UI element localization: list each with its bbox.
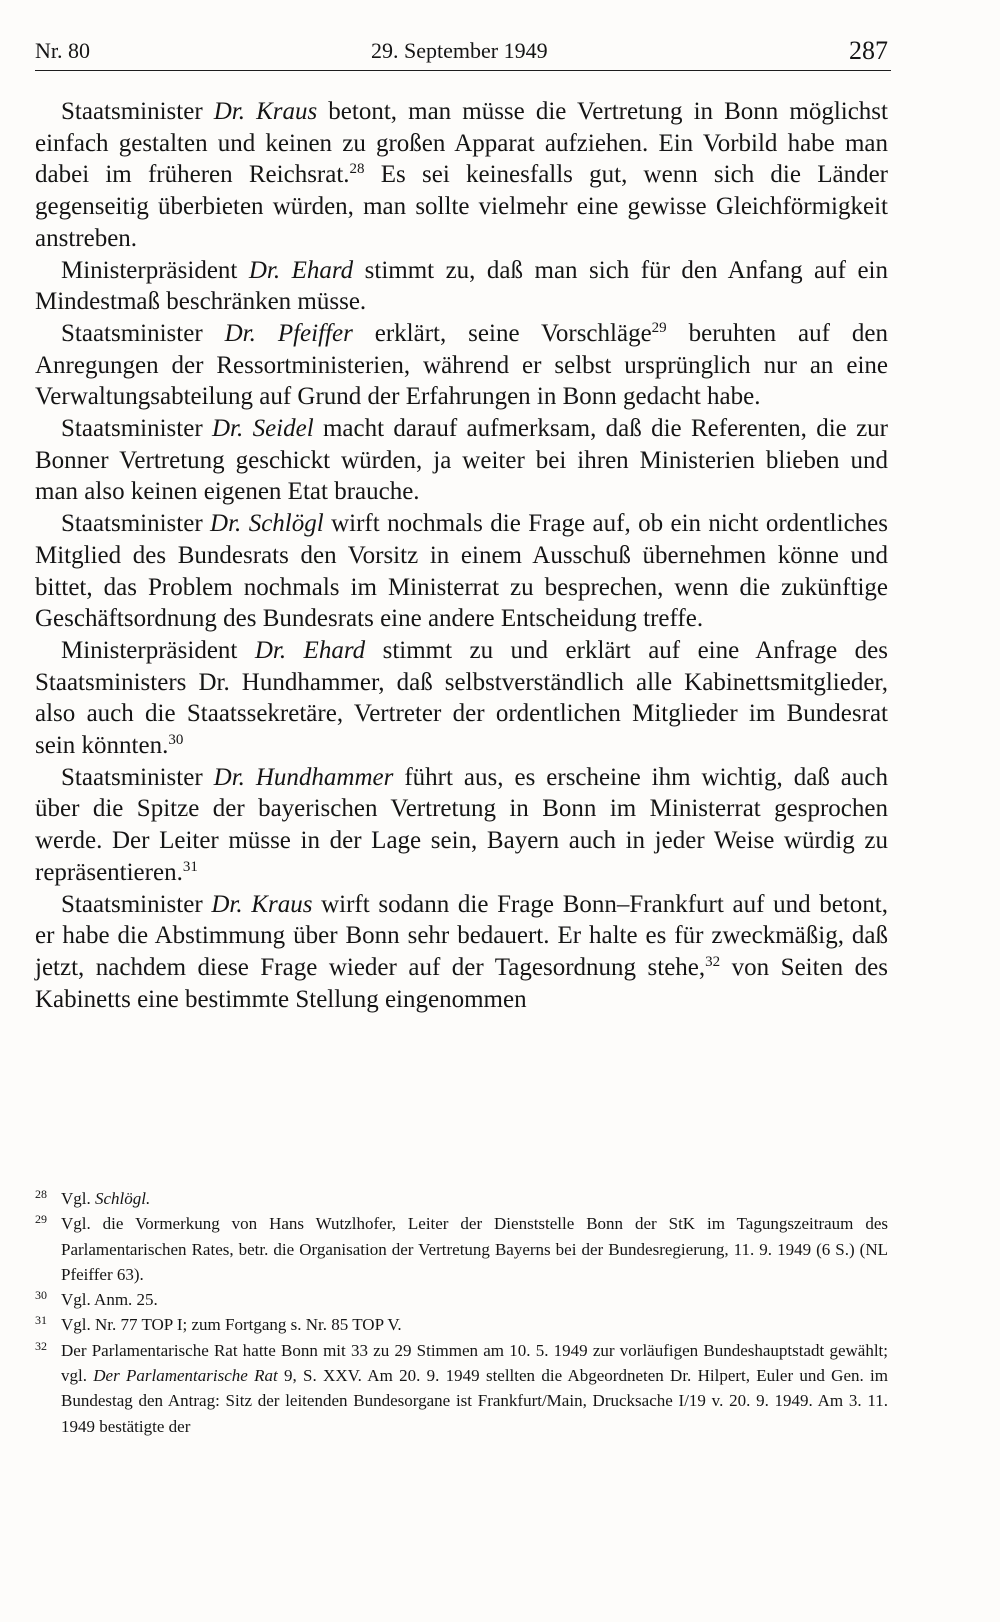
text-run: führt aus, es erscheine ihm wichtig, daß auch über die Spitze der bayerischen Vertretung in Bonn im Ministerrat gesprochen werde. Der Leiter müsse in der Lage sein, Bayern auch in jeder Weise würdig zu repräsentieren. bbox=[35, 763, 888, 886]
text-run: Staatsminister bbox=[61, 890, 212, 918]
body-text bbox=[35, 96, 888, 1015]
text-run: Der Parlamentarische Rat hatte Bonn mit 33 zu 29 Stimmen am 10. 5. 1949 zur vorläufigen Bundeshauptstadt gewählt; vgl. bbox=[61, 1340, 888, 1386]
text-run: Staatsminister bbox=[61, 98, 214, 125]
text-run: Vgl. die Vormerkung von Hans Wutzlhofer, Leiter der Dienststelle Bonn der StK im Tagungszeitraum des Parlamentarischen Rates, betr. die Organisation der Vertretung Bayerns bei der Bundesregierung, 11. 9. 1949 (6 S.) (NL Pfeiffer 63). bbox=[61, 1214, 888, 1284]
document-number: Nr. 80 bbox=[35, 38, 90, 63]
text-run: Vgl. bbox=[61, 1189, 95, 1208]
paragraph bbox=[35, 889, 888, 1016]
paragraph bbox=[35, 508, 888, 635]
footnote bbox=[35, 1211, 888, 1287]
footnote-reference: 32 bbox=[705, 953, 721, 970]
footnote bbox=[35, 1186, 888, 1211]
text-run: Es sei keinesfalls gut, wenn sich die Länder gegenseitig überbieten würden, man sollte vielmehr eine gewisse Gleichförmigkeit anstreben. bbox=[35, 161, 888, 252]
page-number: 287 bbox=[849, 36, 888, 65]
italic-name: Dr. Ehard bbox=[248, 256, 354, 284]
italic-name: Dr. Seidel bbox=[211, 415, 314, 443]
running-header bbox=[35, 36, 891, 71]
text-run: macht darauf aufmerksam, daß die Referenten, die zur Bonner Vertretung geschickt würden, ja weiter bei ihren Ministerien blieben und man also keinen eigenen Etat brauche. bbox=[35, 415, 888, 506]
text-run: Staatsminister bbox=[61, 319, 225, 347]
text-run: Vgl. Nr. 77 TOP I; zum Fortgang s. Nr. 85 TOP V. bbox=[61, 1315, 402, 1335]
italic-name: Dr. Hundhammer bbox=[213, 763, 394, 791]
paragraph bbox=[35, 635, 888, 762]
text-run: betont, man müsse die Vertretung in Bonn möglichst einfach gestalten und keinen zu großen Apparat aufziehen. Ein Vorbild habe man dabei im früheren Reichsrat. bbox=[35, 98, 888, 189]
footnote-reference: 28 bbox=[349, 161, 365, 178]
text-run: von Seiten des Kabinetts eine bestimmte Stellung eingenommen bbox=[35, 953, 888, 1013]
text-run: erklärt, seine Vorschläge bbox=[352, 319, 652, 347]
footnote-reference: 29 bbox=[651, 319, 667, 336]
text-run: Staatsminister bbox=[61, 415, 212, 443]
text-run: 9, S. XXV. Am 20. 9. 1949 stellten die Abgeordneten Dr. Hilpert, Euler und Gen. im Bundestag den Antrag: Sitz der leitenden Bundesorgane ist Frankfurt/Main, Drucksache I/19 v. 20. 9. 1949. Am 3. 11. 1949 bestätigte der bbox=[61, 1366, 888, 1436]
footnote-number: 28 bbox=[35, 1187, 47, 1201]
text-run: Ministerpräsident bbox=[61, 256, 249, 284]
italic-name: Dr. Kraus bbox=[213, 98, 318, 125]
italic-name: Dr. Schlögl bbox=[210, 510, 324, 538]
footnote-number: 29 bbox=[35, 1212, 47, 1227]
text-run: Vgl. Anm. 25. bbox=[61, 1290, 158, 1310]
footnote bbox=[35, 1338, 888, 1439]
footnote-number: 32 bbox=[35, 1338, 47, 1353]
footnote-number: 30 bbox=[35, 1288, 47, 1303]
text-run: Staatsminister bbox=[61, 763, 214, 791]
italic-name: Der Parlamentarische Rat bbox=[93, 1366, 278, 1386]
footnote-reference: 30 bbox=[168, 732, 184, 749]
italic-name: Dr. Pfeiffer bbox=[224, 319, 353, 347]
footnote-reference: 31 bbox=[182, 858, 198, 875]
text-run: wirft nochmals die Frage auf, ob ein nicht ordentliches Mitglied des Bundesrats den Vorsitz in einem Ausschuß übernehmen könne und bittet, das Problem nochmals im Ministerrat zu besprechen, wenn die zukünftige Geschäftsordnung des Bundesrats eine andere Entscheidung treffe. bbox=[35, 510, 888, 633]
paragraph bbox=[35, 255, 888, 318]
italic-name: Dr. Ehard bbox=[254, 636, 366, 664]
text-run: stimmt zu, daß man sich für den Anfang auf ein Mindestmaß beschränken müsse. bbox=[35, 256, 888, 316]
italic-name: Dr. Kraus bbox=[211, 890, 313, 918]
paragraph bbox=[35, 318, 888, 413]
text-run: Ministerpräsident bbox=[61, 636, 255, 664]
italic-name: Schlögl. bbox=[95, 1189, 151, 1208]
paragraph bbox=[35, 762, 888, 889]
footnote bbox=[35, 1287, 888, 1312]
text-run: stimmt zu und erklärt auf eine Anfrage des Staatsministers Dr. Hundhammer, daß selbstverständlich alle Kabinettsmitglieder, also auch die Staatssekretäre, Vertreter der ordentlichen Mitglieder im Bundesrat sein könnten. bbox=[35, 636, 888, 760]
footnote bbox=[35, 1312, 888, 1337]
footnotes-section bbox=[35, 1186, 888, 1439]
text-run: Staatsminister bbox=[61, 510, 211, 538]
text-run: beruhten auf den Anregungen der Ressortministerien, während er selbst ursprünglich nur an eine Verwaltungsabteilung auf Grund der Erfahrungen in Bonn gedacht habe. bbox=[35, 319, 888, 411]
header-date: 29. September 1949 bbox=[371, 38, 548, 63]
paragraph bbox=[35, 96, 888, 255]
footnote-number: 31 bbox=[35, 1313, 47, 1328]
text-run: wirft sodann die Frage Bonn–Frankfurt auf und betont, er habe die Abstimmung über Bonn sehr bedauert. Er halte es für zweckmäßig, daß jetzt, nachdem diese Frage wieder auf der Tagesordnung stehe, bbox=[35, 890, 888, 981]
paragraph bbox=[35, 413, 888, 508]
